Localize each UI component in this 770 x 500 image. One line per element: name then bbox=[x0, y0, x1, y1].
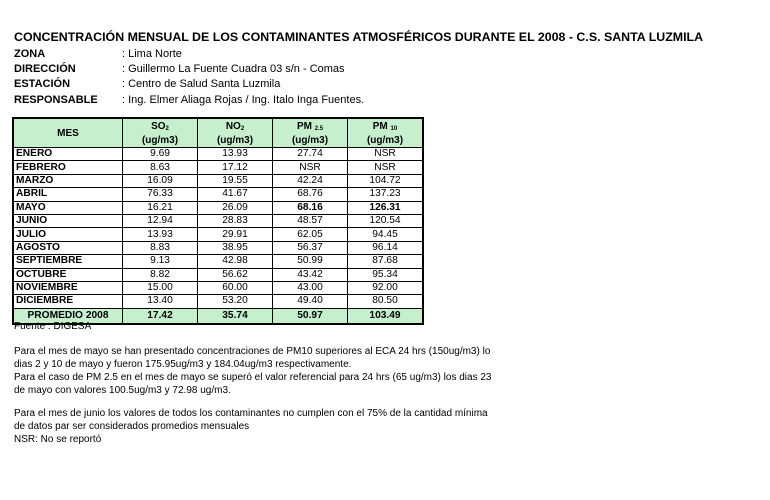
so2-cell: 9.13 bbox=[123, 255, 198, 268]
no2-cell: 38.95 bbox=[198, 241, 273, 254]
so2-cell: 8.82 bbox=[123, 268, 198, 281]
so2-cell: 15.00 bbox=[123, 281, 198, 294]
pm10-cell: 96.14 bbox=[348, 241, 424, 254]
table-row bbox=[13, 295, 423, 308]
so2-cell: 8.63 bbox=[123, 161, 198, 174]
pm25-cell: 49.40 bbox=[273, 295, 348, 308]
info-row-responsable bbox=[14, 93, 364, 108]
pm25-cell: 68.16 bbox=[273, 201, 348, 214]
no2-cell: 28.83 bbox=[198, 214, 273, 227]
note-line: Para el caso de PM 2.5 en el mes de mayo se superó el valor referencial para 24 hrs (65 ug/m3) los dias 23 bbox=[14, 372, 492, 383]
pollutant-table bbox=[12, 117, 424, 325]
pm25-cell: 48.57 bbox=[273, 214, 348, 227]
so2-cell: 13.40 bbox=[123, 295, 198, 308]
month-cell: NOVIEMBRE bbox=[13, 281, 123, 294]
pm10-cell: NSR bbox=[348, 148, 424, 161]
no2-cell: 41.67 bbox=[198, 188, 273, 201]
pm25-cell: 43.00 bbox=[273, 281, 348, 294]
no2-cell: 19.55 bbox=[198, 174, 273, 187]
table-row bbox=[13, 281, 423, 294]
info-label: ESTACIÓN bbox=[14, 78, 71, 91]
no2-cell: 42.98 bbox=[198, 255, 273, 268]
header-no2: $NO_2$ (ug/m3) bbox=[198, 118, 273, 148]
month-cell: ABRIL bbox=[13, 188, 123, 201]
station-info bbox=[14, 47, 364, 108]
average-mes-cell: PROMEDIO 2008 bbox=[13, 308, 123, 324]
header-pm10: PM $_{10}$ (ug/m3) bbox=[348, 118, 424, 148]
table-row bbox=[13, 255, 423, 268]
note-line: Para el mes de mayo se han presentado concentraciones de PM10 superiores al ECA 24 hrs (150ug/m3) lo bbox=[14, 346, 491, 357]
no2-cell: 17.12 bbox=[198, 161, 273, 174]
no2-cell: 26.09 bbox=[198, 201, 273, 214]
month-cell: DICIEMBRE bbox=[13, 295, 123, 308]
so2-cell: 9.69 bbox=[123, 148, 198, 161]
average-no2-cell: 35.74 bbox=[198, 308, 273, 324]
info-label: DIRECCIÓN bbox=[14, 63, 76, 76]
header-mes: MES bbox=[13, 118, 123, 148]
pm10-cell: 120.54 bbox=[348, 214, 424, 227]
table-header-row bbox=[13, 118, 423, 148]
info-row-direccion bbox=[14, 62, 364, 77]
pm10-cell: NSR bbox=[348, 161, 424, 174]
average-pm25-cell: 50.97 bbox=[273, 308, 348, 324]
info-label: ZONA bbox=[14, 48, 46, 60]
so2-cell: 76.33 bbox=[123, 188, 198, 201]
so2-cell: 13.93 bbox=[123, 228, 198, 241]
table-row bbox=[13, 148, 423, 161]
pm10-cell: 137.23 bbox=[348, 188, 424, 201]
table-row bbox=[13, 201, 423, 214]
table-row bbox=[13, 214, 423, 227]
pm25-cell: 68.76 bbox=[273, 188, 348, 201]
pm25-cell: 27.74 bbox=[273, 148, 348, 161]
info-row-estacion bbox=[14, 77, 364, 92]
pm10-cell: 104.72 bbox=[348, 174, 424, 187]
pm25-cell: 56.37 bbox=[273, 241, 348, 254]
table-row bbox=[13, 188, 423, 201]
pollutant-table-wrapper bbox=[12, 117, 424, 325]
pm25-cell: NSR bbox=[273, 161, 348, 174]
info-value: : Guillermo La Fuente Cuadra 03 s/n - Comas bbox=[122, 63, 345, 76]
average-pm10-cell: 103.49 bbox=[348, 308, 424, 324]
month-cell: MAYO bbox=[13, 201, 123, 214]
note-line: Para el mes de junio los valores de todos los contaminantes no cumplen con el 75% de la cantidad mínima bbox=[14, 408, 488, 419]
no2-cell: 56.62 bbox=[198, 268, 273, 281]
month-cell: FEBRERO bbox=[13, 161, 123, 174]
so2-cell: 16.21 bbox=[123, 201, 198, 214]
no2-cell: 29.91 bbox=[198, 228, 273, 241]
note-line: de mayo con valores 100.5ug/m3 y 72.98 ug/m3. bbox=[14, 385, 231, 396]
no2-cell: 60.00 bbox=[198, 281, 273, 294]
month-cell: MARZO bbox=[13, 174, 123, 187]
note-line: dias 2 y 10 de mayo y fueron 175.95ug/m3 y 184.04ug/m3 respectivamente. bbox=[14, 359, 352, 370]
month-cell: OCTUBRE bbox=[13, 268, 123, 281]
table-row bbox=[13, 241, 423, 254]
document-title: CONCENTRACIÓN MENSUAL DE LOS CONTAMINANTES ATMOSFÉRICOS DURANTE EL 2008 - C.S. SANTA LUZMILA bbox=[14, 30, 704, 44]
header-so2: $SO_2$ (ug/m3) bbox=[123, 118, 198, 148]
so2-cell: 16.09 bbox=[123, 174, 198, 187]
table-row bbox=[13, 268, 423, 281]
month-cell: JULIO bbox=[13, 228, 123, 241]
pm25-cell: 43.42 bbox=[273, 268, 348, 281]
month-cell: ENERO bbox=[13, 148, 123, 161]
info-value: : Centro de Salud Santa Luzmila bbox=[122, 78, 281, 91]
pm25-cell: 42.24 bbox=[273, 174, 348, 187]
pm10-cell: 80.50 bbox=[348, 295, 424, 308]
info-row-zona bbox=[14, 47, 364, 62]
average-so2-cell: 17.42 bbox=[123, 308, 198, 324]
no2-cell: 53.20 bbox=[198, 295, 273, 308]
table-row bbox=[13, 228, 423, 241]
no2-cell: 13.93 bbox=[198, 148, 273, 161]
note-line: de datos par ser considerados promedios mensuales bbox=[14, 421, 250, 432]
note-line: NSR: No se reportó bbox=[14, 434, 102, 445]
so2-cell: 8.83 bbox=[123, 241, 198, 254]
so2-cell: 12.94 bbox=[123, 214, 198, 227]
source-note: Fuente : DIGESA bbox=[14, 321, 92, 332]
pm10-cell: 87.68 bbox=[348, 255, 424, 268]
table-row bbox=[13, 161, 423, 174]
table-row bbox=[13, 174, 423, 187]
info-value: : Ing. Elmer Aliaga Rojas / Ing. Italo Inga Fuentes. bbox=[122, 93, 365, 106]
pm10-cell: 92.00 bbox=[348, 281, 424, 294]
info-label: RESPONSABLE bbox=[14, 93, 98, 106]
info-value: : Lima Norte bbox=[122, 48, 182, 60]
pm10-cell: 94.45 bbox=[348, 228, 424, 241]
pm25-cell: 62.05 bbox=[273, 228, 348, 241]
pm10-cell: 95.34 bbox=[348, 268, 424, 281]
month-cell: AGOSTO bbox=[13, 241, 123, 254]
month-cell: SEPTIEMBRE bbox=[13, 255, 123, 268]
header-pm25: PM $_{2.5}$ (ug/m3) bbox=[273, 118, 348, 148]
pm10-cell: 126.31 bbox=[348, 201, 424, 214]
month-cell: JUNIO bbox=[13, 214, 123, 227]
pm25-cell: 50.99 bbox=[273, 255, 348, 268]
